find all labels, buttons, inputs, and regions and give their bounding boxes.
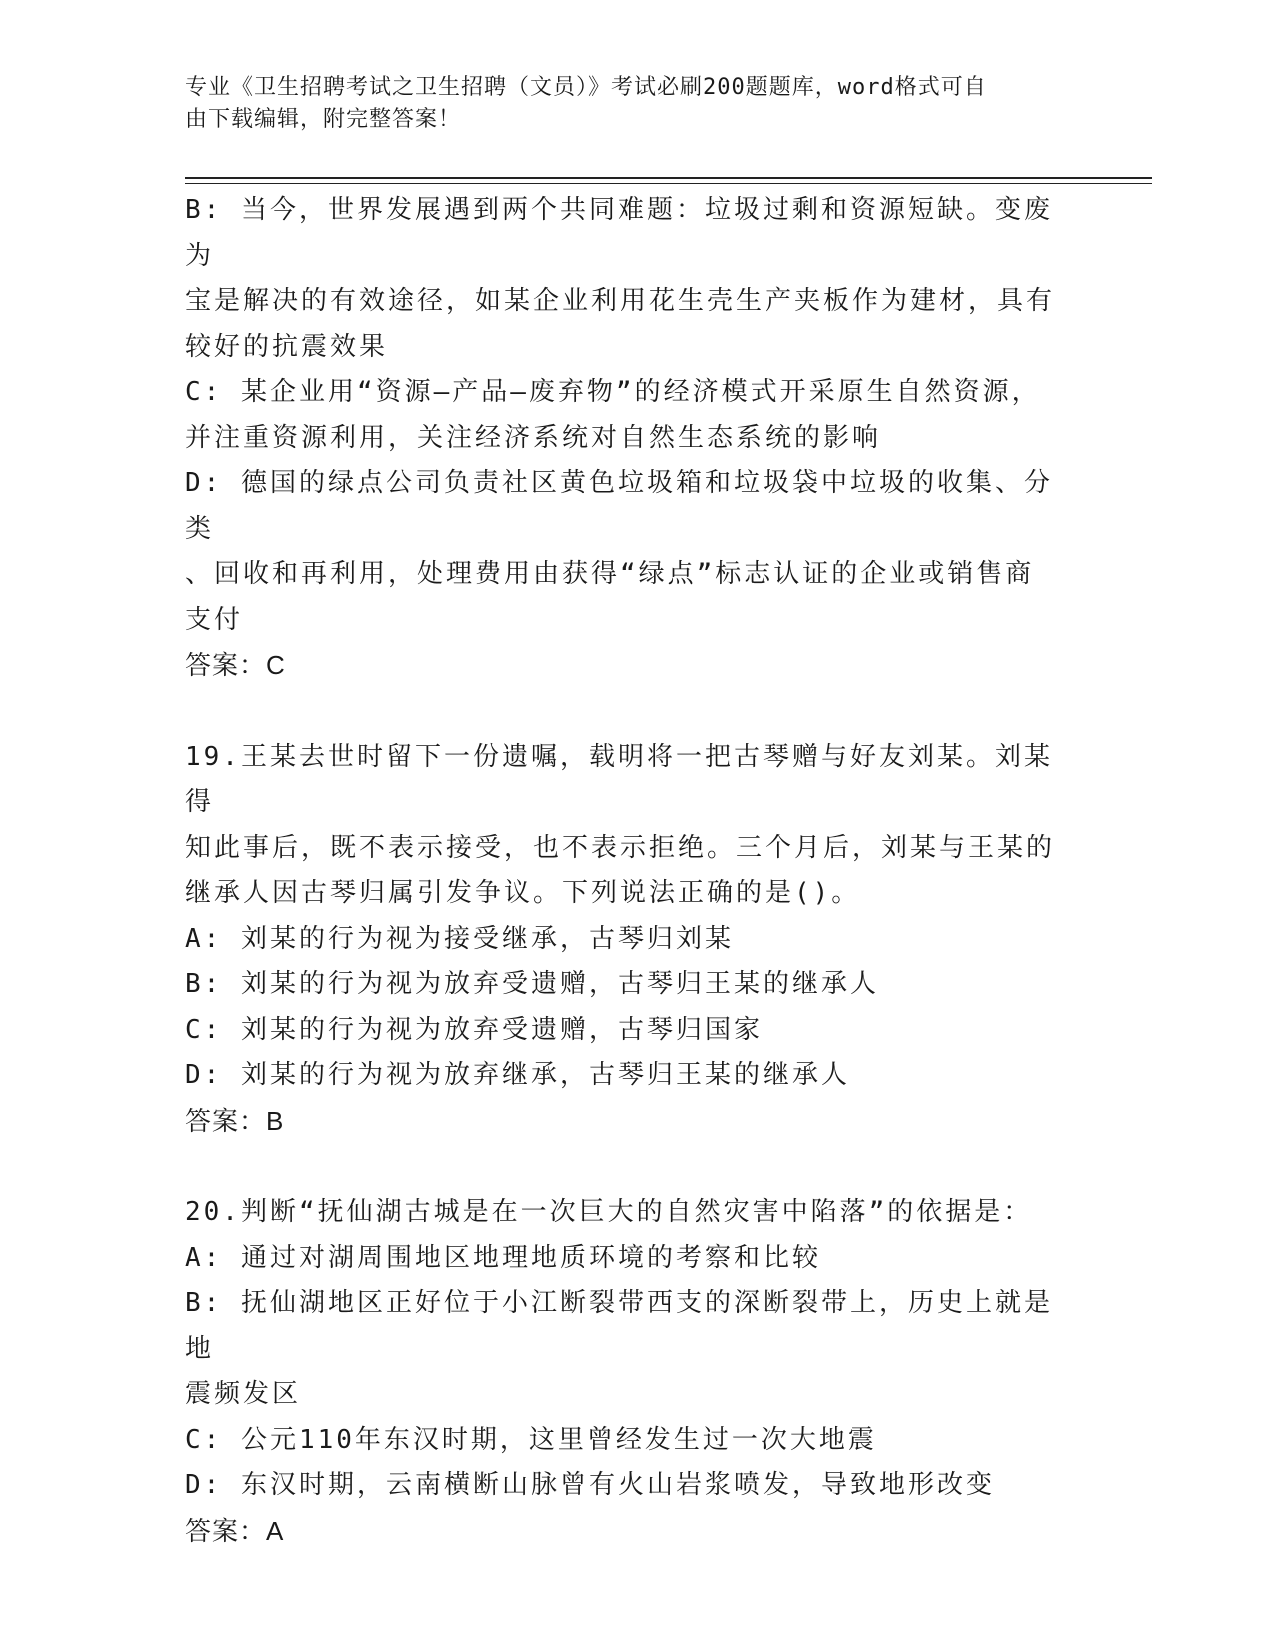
option-line: 震频发区 — [185, 1379, 302, 1409]
option-a: A: 刘某的行为视为接受继承，古琴归刘某 — [185, 923, 734, 954]
option-line: 较好的抗震效果 — [185, 331, 389, 362]
option-d: D: 刘某的行为视为放弃继承，古琴归王某的继承人 — [185, 1060, 850, 1090]
header-rule-thick — [185, 177, 1152, 179]
option-b — [185, 188, 1080, 370]
question-20 — [185, 1190, 1080, 1554]
question-stem: 20.判断“抚仙湖古城是在一次巨大的自然灾害中陷落”的依据是： — [185, 1197, 1033, 1227]
option-line: 、回收和再利用，处理费用由获得“绿点”标志认证的企业或销售商 — [185, 559, 1035, 589]
header-line-2: 由下载编辑，附完整答案！ — [185, 107, 462, 132]
option-line: 宝是解决的有效途径，如某企业利用花生壳生产夹板作为建材，具有 — [185, 286, 1056, 316]
answer-label: 答案：A — [185, 1515, 285, 1546]
answer-label: 答案：B — [185, 1105, 285, 1136]
stem-line: 19.王某去世时留下一份遗嘱，载明将一把古琴赠与好友刘某。刘某得 — [185, 741, 1053, 817]
spacer — [185, 689, 1080, 735]
option-line: D: 德国的绿点公司负责社区黄色垃圾箱和垃圾袋中垃圾的收集、分类 — [185, 468, 1053, 544]
header-line-1: 专业《卫生招聘考试之卫生招聘（文员）》考试必刷200题题库，word格式可自 — [185, 75, 987, 100]
option-a: A: 通过对湖周围地区地理地质环境的考察和比较 — [185, 1242, 821, 1273]
header-rule-thin — [185, 183, 1152, 184]
question-stem — [185, 735, 1080, 917]
option-line: B: 当今，世界发展遇到两个共同难题：垃圾过剩和资源短缺。变废为 — [185, 195, 1053, 271]
option-c: C: 公元110年东汉时期，这里曾经发生过一次大地震 — [185, 1424, 877, 1455]
option-b: B: 刘某的行为视为放弃受遗赠，古琴归王某的继承人 — [185, 969, 879, 999]
question-18-continued — [185, 188, 1080, 689]
document-body — [185, 188, 1080, 1554]
stem-line: 继承人因古琴归属引发争议。下列说法正确的是()。 — [185, 878, 861, 908]
option-line: 并注重资源利用，关注经济系统对自然生态系统的影响 — [185, 422, 882, 453]
option-c — [185, 370, 1080, 461]
option-d — [185, 461, 1080, 643]
option-d: D: 东汉时期，云南横断山脉曾有火山岩浆喷发，导致地形改变 — [185, 1470, 995, 1500]
option-line: 支付 — [185, 604, 244, 635]
option-c: C: 刘某的行为视为放弃受遗赠，古琴归国家 — [185, 1014, 763, 1045]
answer-label: 答案：C — [185, 650, 286, 680]
question-19 — [185, 735, 1080, 1145]
option-line: B: 抚仙湖地区正好位于小江断裂带西支的深断裂带上，历史上就是地 — [185, 1288, 1053, 1364]
stem-line: 知此事后，既不表示接受，也不表示拒绝。三个月后，刘某与王某的 — [185, 832, 1056, 863]
document-header — [185, 72, 1085, 136]
spacer — [185, 1144, 1080, 1190]
option-b — [185, 1281, 1080, 1418]
option-line: C: 某企业用“资源—产品—废弃物”的经济模式开采原生自然资源， — [185, 377, 1041, 407]
